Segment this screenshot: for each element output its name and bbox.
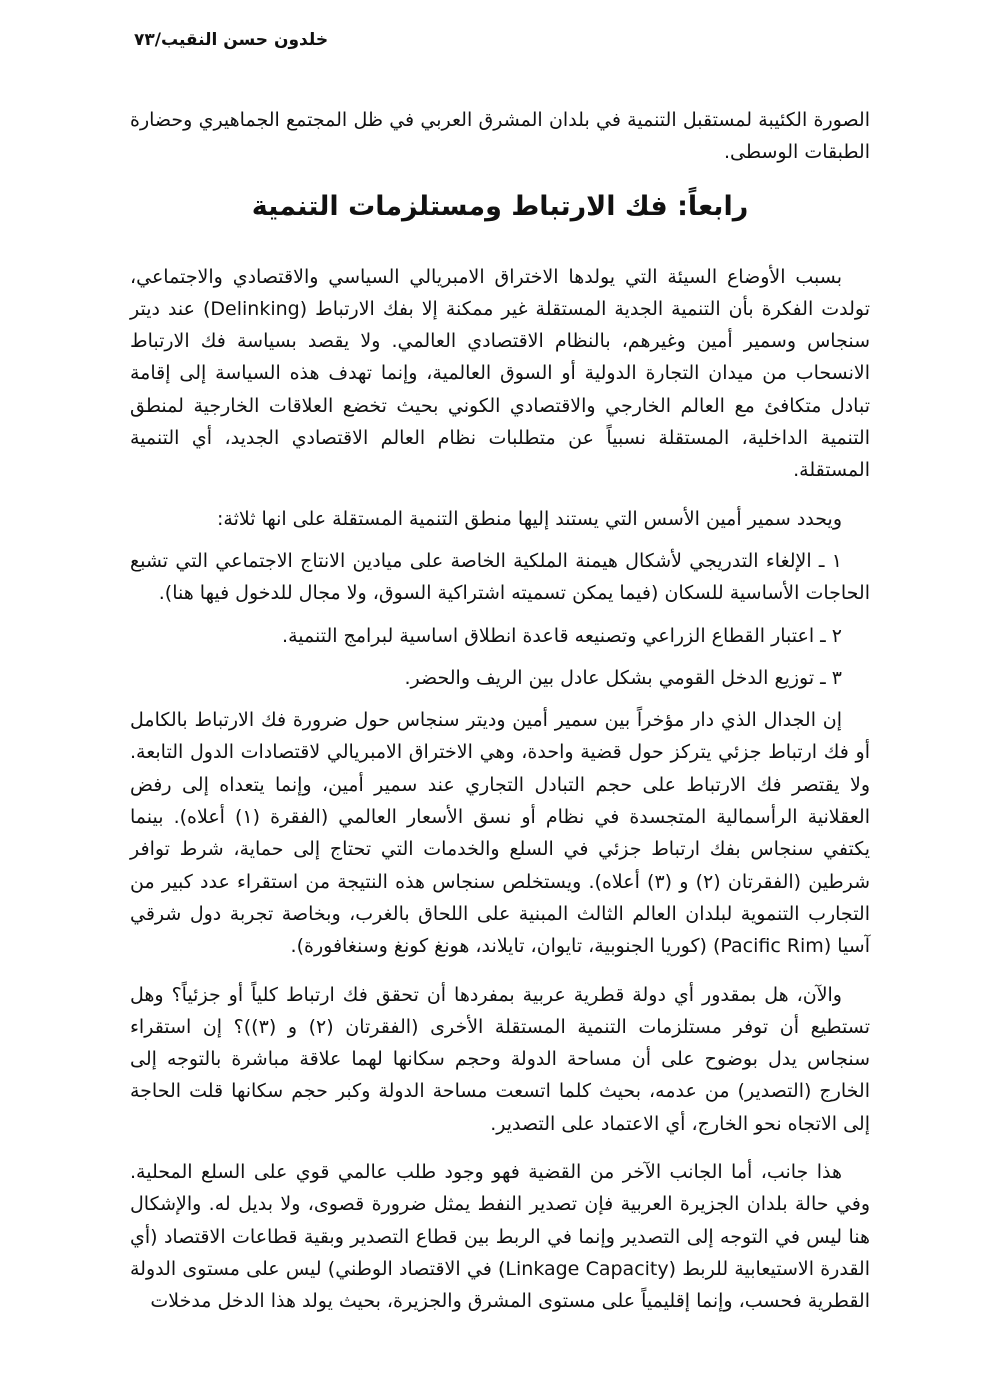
section-heading: رابعاً: فك الارتباط ومستلزمات التنمية bbox=[251, 190, 749, 222]
running-header: خلدون حسن النقيب/٧٣ bbox=[134, 30, 329, 50]
paragraph-amin-foundations: ويحدد سمير أمين الأسس التي يستند إليها منطق التنمية المستقلة على انها ثلاثة: bbox=[216, 507, 842, 530]
paragraph-amin-senghaas-debate: إن الجدال الذي دار مؤخراً بين سمير أمين وديتر سنجاس حول ضرورة فك الارتباط بالكامل أو فك ارتباط جزئي يتركز حول قضية واحدة، وهي الاختراق الامبريالي لاقتصادات الدول التابعة. ولا يقتصر فك الارتباط على حجم التبادل التجاري عند سمير أمين، وإنما يتعداه إلى رفض العقلانية الرأسمالية المتجسدة في نظام أو نسق الأسعار العالمي (الفقرة (١) أعلاه). بينما يكتفي سنجاس بفك ارتباط جزئي في السلع والخدمات التي تحتاج إلى حماية، شرط توافر شرطين (الفقرتان (٢) و (٣) أعلاه). ويستخلص سنجاس هذه النتيجة من استقراء عدد كبير من التجارب التنموية لبلدان العالم الثالث المبنية على اللحاق بالغرب، وبخاصة تجربة دول شرقي آسيا (Pacific Rim) (كوريا الجنوبية، تايوان، تايلاند، هونغ كونغ وسنغافورة). bbox=[130, 709, 870, 958]
paragraph-arab-state-question: والآن، هل بمقدور أي دولة قطرية عربية بمفردها أن تحقق فك ارتباط كلياً أو جزئياً؟ وهل تستطيع أن توفر مستلزمات التنمية المستقلة الأخرى (الفقرتان (٢) و (٣))؟ إن استقراء سنجاس يدل بوضوح على أن مساحة الدولة وحجم سكانها لهما علاقة مباشرة بالتوجه إلى الخارج (التصدير) من عدمه، بحيث كلما اتسعت مساحة الدولة وكبر حجم سكانها قلت الحاجة إلى الاتجاه نحو الخارج، أي الاعتماد على التصدير. bbox=[130, 983, 870, 1135]
list-item: ١ ـ الإلغاء التدريجي لأشكال هيمنة الملكية الخاصة على ميادين الانتاج الاجتماعي التي تشبع الحاجات الأساسية للسكان (فيما يمكن تسميته اشتراكية السوق، ولا مجال للدخول فيها هنا). bbox=[130, 549, 870, 605]
page-body bbox=[130, 104, 870, 1318]
paragraph-export-linkage: هذا جانب، أما الجانب الآخر من القضية فهو وجود طلب عالمي قوي على السلع المحلية. وفي حالة بلدان الجزيرة العربية فإن تصدير النفط يمثل ضرورة قصوى، ولا بديل له. والإشكال هنا ليس في التوجه إلى التصدير وإنما في الربط بين قطاع التصدير وبقية قطاعات الاقتصاد (أي القدرة الاستيعابية للربط (Linkage Capacity) في الاقتصاد الوطني) ليس على مستوى الدولة القطرية فحسب، وإنما إقليمياً على مستوى المشرق والجزيرة، بحيث يولد هذا الدخل مدخلات bbox=[130, 1161, 871, 1313]
list-item: ٢ ـ اعتبار القطاع الزراعي وتصنيعه قاعدة انطلاق اساسية لبرامج التنمية. bbox=[282, 624, 842, 647]
intro-paragraph: الصورة الكئيبة لمستقبل التنمية في بلدان المشرق العربي في ظل المجتمع الجماهيري وحضارة الطبقات الوسطى. bbox=[130, 109, 870, 164]
paragraph-delinking-definition: بسبب الأوضاع السيئة التي يولدها الاختراق الامبريالي السياسي والاقتصادي والاجتماعي، تولدت الفكرة بأن التنمية الجدية المستقلة غير ممكنة إلا بفك الارتباط (Delinking) عند ديتر سنجاس وسمير أمين وغيرهم، بالنظام الاقتصادي العالمي. ولا يقصد بسياسة فك الارتباط الانسحاب من ميدان التجارة الدولية أو السوق العالمية، وإنما تهدف هذه السياسة إلى إقامة تبادل متكافئ مع العالم الخارجي والاقتصادي الكوني بحيث تخضع العلاقات الخارجية لمنطق التنمية الداخلية، المستقلة نسبياً عن متطلبات نظام العالم الاقتصادي الجديد، أي التنمية المستقلة. bbox=[130, 265, 870, 482]
list-item: ٣ ـ توزيع الدخل القومي بشكل عادل بين الريف والحضر. bbox=[404, 666, 842, 689]
